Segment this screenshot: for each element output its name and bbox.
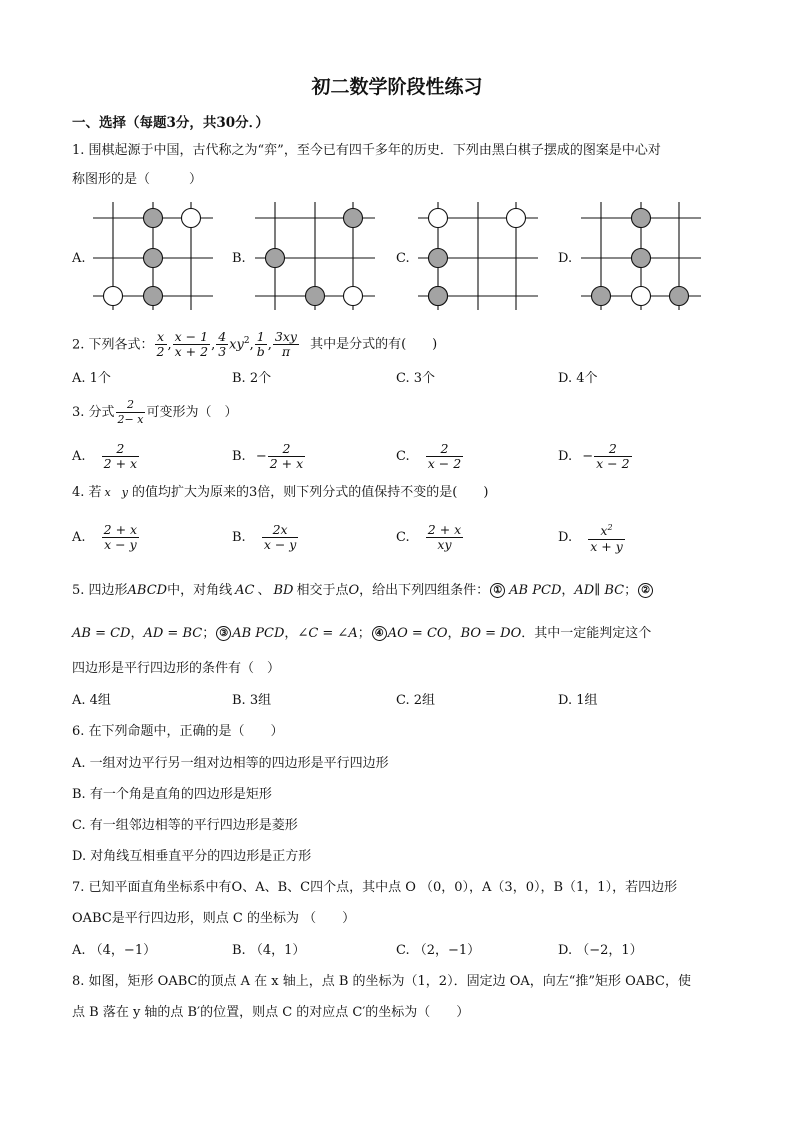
q3-a-den: 2 + x xyxy=(103,456,138,471)
q4-option-a-label: A. xyxy=(72,530,86,545)
q6-option-c: C. 有一组邻边相等的平行四边形是菱形 xyxy=(72,818,298,833)
q2-suffix: 其中是分式的有( ) xyxy=(310,337,438,353)
q2-exponent: 2 xyxy=(243,336,250,346)
q5-line2 xyxy=(72,626,651,642)
q4-b-den: x − y xyxy=(263,537,297,552)
q6-option-d: D. 对角线互相垂直平分的四边形是正方形 xyxy=(72,849,312,864)
q3-d-num: 2 xyxy=(594,442,631,457)
q5-cond4-b: BO = DO xyxy=(460,626,522,641)
q4-a-num: 2 + x xyxy=(103,522,138,537)
q7-stem-line1: 7. 已知平面直角坐标系中有O、A、B、C四个点，其中点 O （0，0），A（3，0），B（1，1），若四边形 xyxy=(72,880,678,895)
q3-stem-frac xyxy=(116,398,146,427)
q7-option-d: D. （−2，1） xyxy=(558,943,643,958)
go-board-a xyxy=(91,200,215,312)
q5-cond2-a: AB = CD xyxy=(72,626,131,641)
q5-bd: BD xyxy=(273,583,294,598)
q5-ac: AC xyxy=(235,583,255,598)
q5-cond1-end: ； xyxy=(624,583,638,598)
q2-frac-1-den: 2 xyxy=(156,344,165,360)
q2-frac-1-num: x xyxy=(155,330,167,345)
q2-frac-5 xyxy=(273,330,299,359)
q5-cond3-b: ∠C = ∠A xyxy=(297,626,358,641)
q3-option-a xyxy=(72,440,140,474)
grey-stone xyxy=(344,209,363,228)
q4-option-b xyxy=(232,520,299,556)
q7-option-a: A. （4，−1） xyxy=(72,943,157,958)
q5-abcd: ABCD xyxy=(127,583,168,598)
q3-option-b-minus: − xyxy=(255,449,267,464)
q2-frac-1 xyxy=(155,330,167,359)
q4-y: y xyxy=(121,486,128,499)
q6-stem: 6. 在下列命题中，正确的是（ ） xyxy=(72,724,284,739)
q1-option-b-label: B. xyxy=(232,251,246,266)
q4-pre: 4. 若 xyxy=(72,485,102,500)
grey-stone xyxy=(592,287,611,306)
q5-cond3-a: AB PCD xyxy=(232,626,285,641)
page-title: 初二数学阶段性练习 xyxy=(311,76,483,98)
q5-cond1-a: AB PCD xyxy=(509,583,562,598)
q5-cond1-sep: ， xyxy=(561,583,575,598)
q2-option-c: C. 3个 xyxy=(396,371,436,386)
q2-sep-1: , xyxy=(167,337,172,353)
q3-a-num: 2 xyxy=(102,442,139,457)
q4-option-d-frac xyxy=(588,521,625,553)
q5-p1: 5. 四边形 xyxy=(72,583,128,598)
q1-stem-line2: 称图形的是（ ） xyxy=(72,172,203,187)
q3-stem-frac-den: 2− x xyxy=(117,413,144,426)
q5-cond2-end: ； xyxy=(202,626,216,641)
q4-option-c xyxy=(396,520,464,556)
q1-option-d-label: D. xyxy=(558,251,573,266)
q3-c-den: x − 2 xyxy=(427,456,462,471)
q8-stem-line2: 点 B 落在 y 轴的点 B′的位置，则点 C 的对应点 C′的坐标为（ ） xyxy=(72,1005,470,1020)
q4-option-b-frac xyxy=(262,523,299,552)
q2-frac-3 xyxy=(216,330,228,359)
q5-cond3-marker: ③ xyxy=(216,626,231,641)
q3-option-a-frac xyxy=(102,442,139,471)
q2-option-a: A. 1个 xyxy=(72,371,111,386)
grey-stone xyxy=(144,287,163,306)
q3-option-c-frac xyxy=(426,442,463,471)
q2-frac-5-num: 3xy xyxy=(274,329,297,345)
q5-cond4-marker: ④ xyxy=(372,626,387,641)
q2-sep-2: , xyxy=(211,337,216,353)
q1-option-c-label: C. xyxy=(396,251,410,266)
q1-stem-line1: 1. 围棋起源于中国，古代称之为“弈”，至今已有四千多年的历史．下列由黑白棋子摆成的图案是中心对 xyxy=(72,143,661,158)
q2-frac-4 xyxy=(255,330,267,359)
q5-line2-end: ．其中一定能判定这个 xyxy=(521,626,652,641)
q8-stem-line1: 8. 如图，矩形 OABC的顶点 A 在 x 轴上，点 B 的坐标为（1，2）．固定边 OA，向左“推”矩形 OABC，使 xyxy=(72,974,691,989)
q3-option-b-frac xyxy=(268,442,305,471)
grey-stone xyxy=(632,209,651,228)
q1-option-a-label: A. xyxy=(72,251,86,266)
q5-option-b: B. 3组 xyxy=(232,693,272,708)
q2-frac-4-num: 1 xyxy=(255,330,267,345)
white-stone xyxy=(104,287,123,306)
q5-cond2-b: AD = BC xyxy=(143,626,203,641)
q4-option-c-frac xyxy=(426,523,463,552)
grey-stone xyxy=(429,249,448,268)
q4-option-a-frac xyxy=(102,523,139,552)
q4-a-den: x − y xyxy=(104,537,137,552)
grey-stone xyxy=(429,287,448,306)
q5-p4: 相交于点 xyxy=(296,583,349,598)
grey-stone xyxy=(306,287,325,306)
q5-option-d: D. 1组 xyxy=(558,693,598,708)
q6-option-a: A. 一组对边平行另一组对边相等的四边形是平行四边形 xyxy=(72,756,389,771)
q5-option-a: A. 4组 xyxy=(72,693,111,708)
q4-c-den: xy xyxy=(437,537,452,552)
q5-cond1-marker: ① xyxy=(490,583,505,598)
go-board-b xyxy=(253,200,377,312)
white-stone xyxy=(507,209,526,228)
q4-d-num xyxy=(588,521,625,539)
q2-frac-2-num: x − 1 xyxy=(174,329,209,345)
q2-option-d: D. 4个 xyxy=(558,371,598,386)
q3-option-d-minus: − xyxy=(582,449,594,464)
q4-x: x xyxy=(104,486,111,499)
q3-option-c-label: C. xyxy=(396,449,410,464)
q4-post: 的值均扩大为原来的3倍，则下列分式的值保持不变的是( ) xyxy=(131,485,489,500)
q4-option-a xyxy=(72,520,140,556)
q6-option-b: B. 有一个角是直角的四边形是矩形 xyxy=(72,787,272,802)
q2-xy: xy xyxy=(229,337,244,353)
q3-option-d-label: D. xyxy=(558,449,573,464)
q5-p5: ，给出下列四组条件： xyxy=(359,583,490,598)
q2-prefix: 2. 下列各式： xyxy=(72,337,154,353)
q4-d-num-exp: 2 xyxy=(607,523,613,533)
white-stone xyxy=(429,209,448,228)
go-board-d xyxy=(579,200,703,312)
q4-option-d-label: D. xyxy=(558,530,573,545)
grey-stone xyxy=(266,249,285,268)
q2-frac-3-num: 4 xyxy=(218,329,227,345)
q3-c-num: 2 xyxy=(426,442,463,457)
q7-option-b: B. （4，1） xyxy=(232,943,306,958)
q2-frac-3-den: 3 xyxy=(218,344,227,360)
q5-o: O xyxy=(348,583,360,598)
grey-stone xyxy=(670,287,689,306)
q2-frac-4-den: b xyxy=(256,344,265,360)
white-stone xyxy=(632,287,651,306)
q5-p3: 、 xyxy=(257,583,271,598)
white-stone xyxy=(182,209,201,228)
grey-stone xyxy=(632,249,651,268)
q5-option-c: C. 2组 xyxy=(396,693,436,708)
q4-d-den: x + y xyxy=(590,538,623,554)
q2-sep-4: , xyxy=(267,337,272,353)
section-heading: 一、选择（每题3分，共30分．） xyxy=(72,115,269,131)
q4-option-c-label: C. xyxy=(396,530,410,545)
q3-option-d-frac xyxy=(594,442,631,471)
q5-cond2-marker: ② xyxy=(638,583,653,598)
q2-sep-3: , xyxy=(249,337,254,353)
q5-cond3-sep: ， xyxy=(284,626,298,641)
q3-d-den: x − 2 xyxy=(596,456,630,471)
q4-d-num-base: x xyxy=(600,523,608,539)
q7-stem-line2: OABC是平行四边形，则点 C 的坐标为 （ ） xyxy=(72,911,356,926)
q3-option-c xyxy=(396,440,464,474)
q3-option-b-label: B. xyxy=(232,449,246,464)
q2-frac-2 xyxy=(173,330,210,359)
q3-stem xyxy=(72,398,237,428)
q4-option-d xyxy=(558,520,626,556)
q2-stem xyxy=(72,326,437,360)
q4-c-num: 2 + x xyxy=(427,522,462,537)
white-stone xyxy=(344,287,363,306)
q7-option-c: C. （2，−1） xyxy=(396,943,481,958)
q5-cond4-sep: ， xyxy=(447,626,461,641)
grey-stone xyxy=(144,249,163,268)
q3-b-num: 2 xyxy=(268,442,305,457)
q5-cond3-end: ； xyxy=(357,626,371,641)
q5-p2: 中，对角线 xyxy=(167,583,233,598)
q3-suffix: 可变形为（ ） xyxy=(146,405,238,420)
q2-frac-2-den: x + 2 xyxy=(174,344,209,360)
go-board-c xyxy=(416,200,540,312)
q4-stem xyxy=(72,485,488,501)
grey-stone xyxy=(144,209,163,228)
q5-line1 xyxy=(72,583,654,599)
q3-option-a-label: A. xyxy=(72,449,86,464)
q2-frac-5-den: π xyxy=(281,344,291,360)
q3-prefix: 3. 分式 xyxy=(72,405,115,420)
q4-b-num: 2x xyxy=(262,523,299,538)
q2-option-b: B. 2个 xyxy=(232,371,272,386)
q3-stem-frac-num: 2 xyxy=(116,398,146,413)
q3-option-d xyxy=(558,440,633,474)
q3-b-den: 2 + x xyxy=(269,456,304,471)
q5-cond1-b: AD∥ BC xyxy=(574,583,625,598)
q3-option-b xyxy=(232,440,306,474)
q5-cond2-sep: ， xyxy=(130,626,144,641)
q4-option-b-label: B. xyxy=(232,530,246,545)
q5-cond4-a: AO = CO xyxy=(387,626,448,641)
q5-line3: 四边形是平行四边形的条件有（ ） xyxy=(72,661,281,676)
